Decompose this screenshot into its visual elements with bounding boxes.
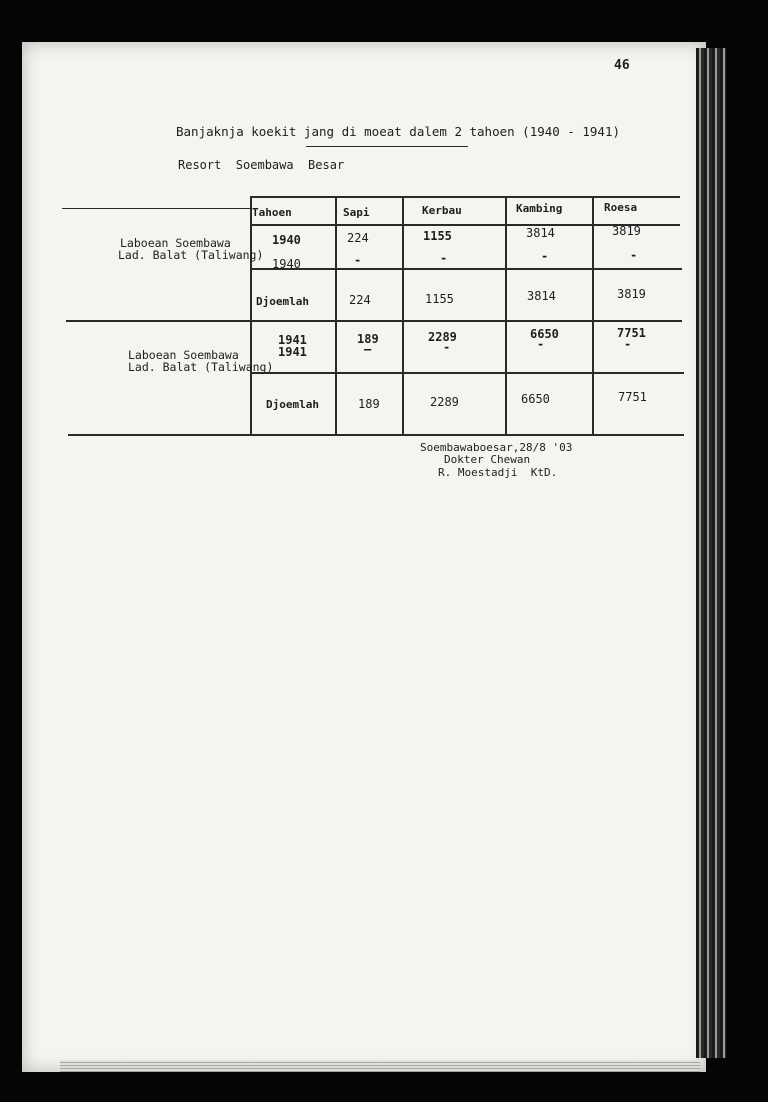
page-stack-edge [696,48,726,1058]
header-roesa: Roesa [604,201,638,214]
signature-name: R. Moestadji KtD. [438,466,558,479]
col-line-1 [250,196,252,434]
page-number: 46 [614,58,630,73]
s1-total-roesa: 3819 [617,287,646,301]
col-line-3 [402,196,404,434]
header-tahoen: Tahoen [252,206,292,219]
document-subtitle: Resort Soembawa Besar [178,158,345,172]
s1-total-sapi: 224 [349,293,371,307]
signature-place-date: Soembawaboesar,28/8 '03 [420,441,573,454]
header-kambing: Kambing [516,202,563,215]
section1-label-2: Lad. Balat (Taliwang) [118,248,264,262]
col-line-4 [505,196,507,434]
s1-total-kerbau: 1155 [425,292,454,306]
table-left-top-line [62,208,252,209]
s1-r2-roesa: - [630,248,638,262]
s2-r2-kambing: - [537,337,545,351]
s2-r1-year: 1941 [278,333,307,347]
s1-r1-kambing: 3814 [526,226,555,240]
s2-r2-sapi: — [364,342,372,356]
s1-total-label: Djoemlah [256,295,309,308]
s1-r1-kerbau: 1155 [423,229,452,243]
section2-total-line [250,372,684,374]
s1-r2-year: 1940 [272,257,301,271]
section1-total-line [250,268,682,270]
s1-total-kambing: 3814 [527,289,556,303]
s1-r2-sapi: - [354,253,362,267]
table-top-line [250,196,680,198]
s1-r1-sapi: 224 [347,231,369,245]
s2-total-label: Djoemlah [266,398,319,411]
s2-total-roesa: 7751 [618,390,647,404]
s2-total-sapi: 189 [358,397,380,411]
s2-total-kambing: 6650 [521,392,550,406]
section2-label-2: Lad. Balat (Taliwang) [128,360,274,374]
s1-r1-year: 1940 [272,233,301,247]
col-line-5 [592,196,594,434]
page-bottom-edge [60,1060,700,1072]
s2-r2-kerbau: - [443,340,451,354]
s1-r2-kerbau: - [440,251,448,265]
section-divider-line [66,320,682,322]
signature-role: Dokter Chewan [444,453,531,466]
s1-r1-roesa: 3819 [612,224,641,238]
s2-r1-kerbau: 2289 [428,330,457,344]
section1-label-1: Laboean Soembawa [120,236,231,250]
s2-r1-kambing: 6650 [530,327,559,341]
table-bottom-line [68,434,684,436]
s2-r2-year: 1941 [278,345,307,359]
s2-total-kerbau: 2289 [430,395,459,409]
s2-r1-roesa: 7751 [617,326,646,340]
title-underline [306,146,468,147]
header-kerbau: Kerbau [422,204,462,217]
s2-r2-roesa: - [624,337,632,351]
s1-r2-kambing: - [541,249,549,263]
col-line-2 [335,196,337,434]
section2-label-1: Laboean Soembawa [128,348,239,362]
header-sapi: Sapi [343,206,370,219]
s2-r1-sapi: 189 [357,332,379,346]
document-title: Banjaknja koekit jang di moeat dalem 2 tahoen (1940 - 1941) [176,124,621,139]
